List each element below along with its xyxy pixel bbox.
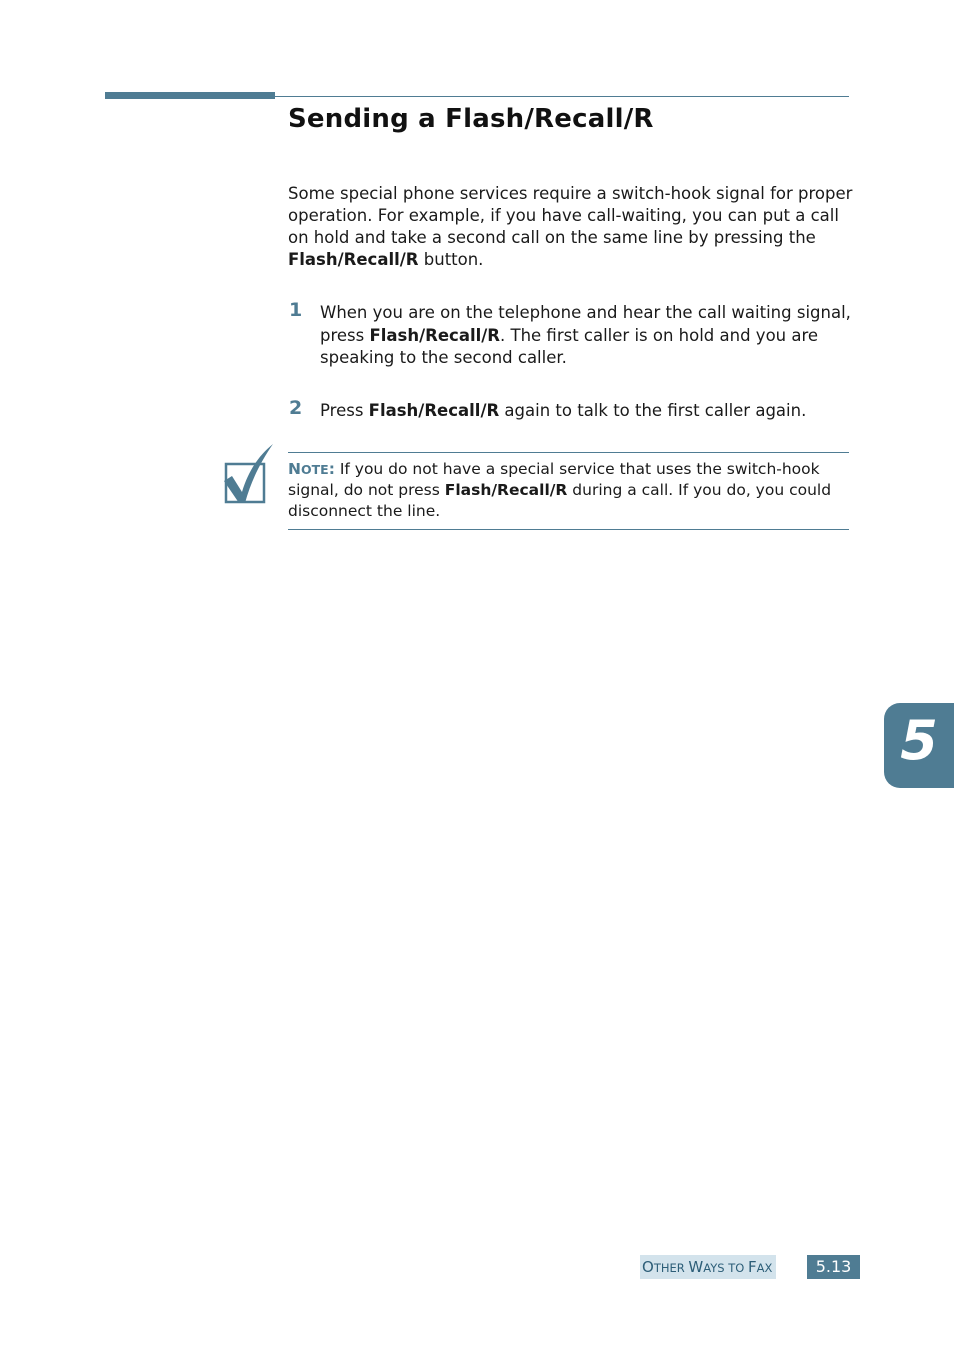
step-2-text: Press Flash/Recall/R again to talk to the first caller again. <box>320 401 807 420</box>
page-title: Sending a Flash/Recall/R <box>288 104 654 134</box>
step-1-text: When you are on the telephone and hear the call waiting signal, press Flash/Recall/R. The first caller is on hold and you are speaking to the second caller. <box>320 303 851 367</box>
note-text: NOTE: If you do not have a special service that uses the switch-hook signal, do not press Flash/Recall/R during a call. If you do, you could disconnect the line. <box>288 460 832 520</box>
checkmark-note-icon <box>222 442 274 506</box>
flash-recall-key-name: Flash/Recall/R <box>288 250 419 269</box>
footer-page-number: 5.13 <box>807 1255 860 1279</box>
flash-recall-key-name: Flash/Recall/R <box>368 401 500 420</box>
header-rule-thin <box>275 96 849 97</box>
note-bottom-rule <box>288 529 849 530</box>
step-2-number: 2 <box>289 397 303 419</box>
footer-chapter-label: OTHER WAYS TO FAX <box>640 1255 776 1279</box>
chapter-tab <box>884 703 954 788</box>
flash-recall-key-name: Flash/Recall/R <box>369 325 500 345</box>
intro-paragraph: Some special phone services require a switch-hook signal for proper operation. For example, if you have call-waiting, you can put a call on hold and take a second call on the same line by pressing the Flash/Recall/R button. <box>288 184 853 269</box>
header-rule-thick <box>105 92 275 99</box>
note-top-rule <box>288 452 849 453</box>
note-label: NOTE: <box>288 460 335 478</box>
flash-recall-key-name: Flash/Recall/R <box>444 481 568 499</box>
chapter-number: 5 <box>900 709 938 772</box>
step-1-number: 1 <box>289 299 303 321</box>
